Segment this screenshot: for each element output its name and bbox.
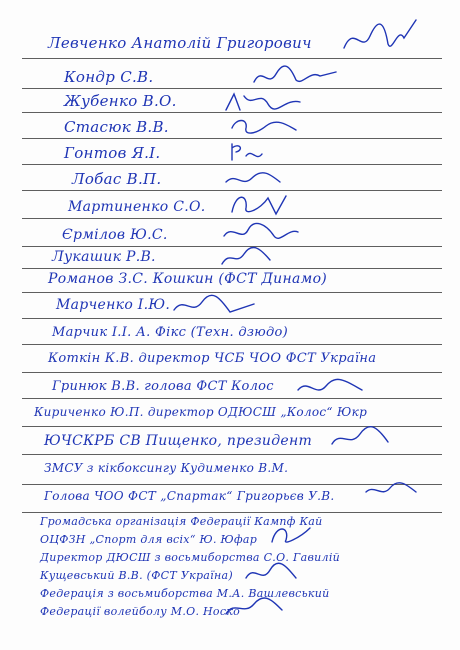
entry-2: Кондр С.В.: [64, 68, 154, 86]
signature-16: [220, 594, 310, 622]
signature-14: [266, 520, 356, 548]
entry-19: Громадська організація Федерації Кампф Кай: [40, 515, 323, 528]
entry-16: ЮЧСКРБ СВ Пищенко, президент: [44, 433, 313, 449]
entry-15: Кириченко Ю.П. директор ОДЮСШ „Колос“ Юкр: [34, 405, 368, 419]
entry-10: Романов З.С. Кошкин (ФСТ Динамо): [48, 271, 328, 287]
signature-10: [170, 292, 260, 320]
entry-9: Лукашик Р.В.: [52, 249, 156, 265]
entry-20: ОЦФЗН „Спорт для всіх“ Ю. Юфар: [40, 533, 258, 546]
ruled-line: [22, 344, 442, 345]
entry-21: Директор ДЮСШ з восьмиборства С.О. Гавилій: [40, 551, 341, 564]
ruled-line: [22, 454, 442, 455]
signature-8: [218, 218, 308, 246]
ruled-line: [22, 512, 442, 513]
ruled-line: [22, 372, 442, 373]
entry-23: Федерація з восьмиборства М.А. Вашлевський: [40, 587, 330, 600]
entry-7: Мартиненко С.О.: [68, 199, 206, 215]
signature-5: [226, 138, 316, 166]
signature-9: [216, 244, 306, 272]
signature-13: [360, 476, 450, 504]
signature-12: [326, 424, 416, 452]
entry-6: Лобас В.П.: [72, 170, 162, 188]
entry-8: Єрмілов Ю.С.: [62, 227, 168, 243]
signature-2: [250, 62, 340, 90]
entry-17: ЗМСУ з кікбоксингу Кудименко В.М.: [44, 461, 289, 475]
entry-22: Кущевський В.В. (ФСТ Україна): [40, 569, 233, 582]
signature-6: [220, 164, 310, 192]
entry-13: Коткін К.В. директор ЧСБ ЧОО ФСТ Україна: [48, 351, 377, 366]
entry-12: Марчик І.І. А. Фікс (Техн. дзюдо): [52, 325, 289, 340]
signature-7: [226, 190, 316, 218]
entry-3: Жубенко В.О.: [64, 92, 177, 110]
ruled-line: [22, 58, 442, 59]
signature-1: [340, 14, 420, 58]
entry-24: Федерації волейболу М.О. Носко: [40, 605, 241, 618]
entry-11: Марченко І.Ю.: [56, 297, 171, 313]
entry-14: Гринюк В.В. голова ФСТ Колос: [52, 379, 274, 394]
signature-15: [240, 560, 330, 588]
entry-18: Голова ЧОО ФСТ „Спартак“ Григорьєв У.В.: [44, 489, 335, 503]
signature-11: [292, 374, 382, 402]
entry-4: Стасюк В.В.: [64, 118, 169, 136]
entry-5: Гонтов Я.І.: [64, 144, 161, 162]
entry-1: Левченко Анатолій Григорович: [48, 34, 312, 52]
signature-4: [226, 112, 316, 140]
